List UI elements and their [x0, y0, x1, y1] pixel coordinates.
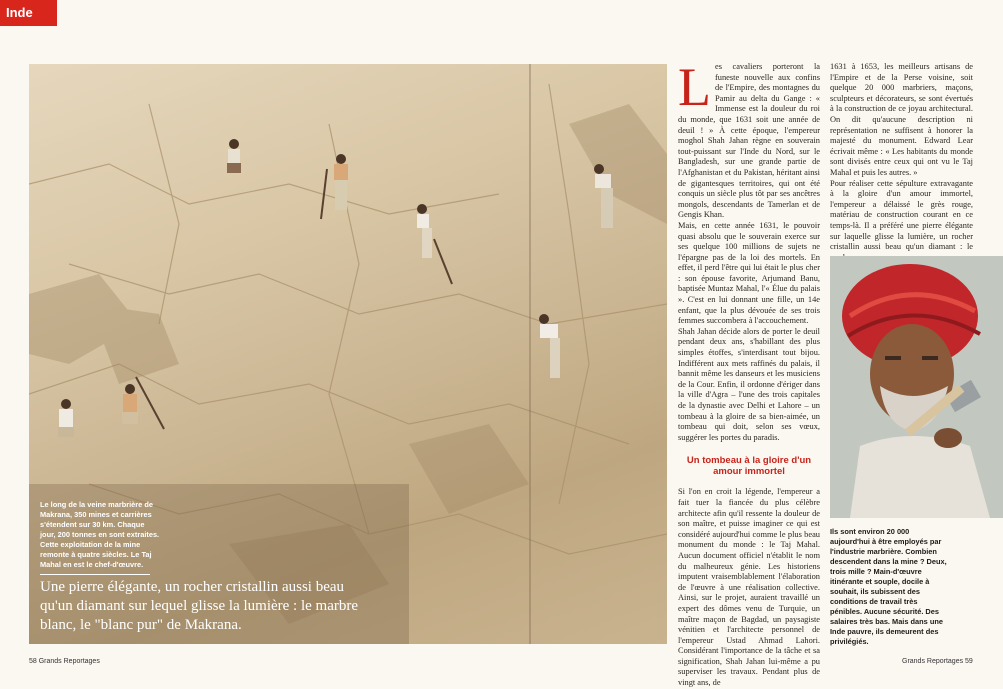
- article-paragraph: Si l'on en croit la légende, l'empereur a fait tuer la fiancée du plus célèbre architecte afin qu'il ressente la douleur de son maître, et puisse imaginer ce qui est considéré aujourd'hui comme le plus beau monument du monde : le Taj Mahal. Aucun document officiel n'établit le nom du malheureux génie. Les historiens imputent vraisemblablement l'élaboration de l'œuvre à une réalisation collective. Ainsi, sur le projet, auraient travaillé un expert des dômes venu de Turquie, un maître maçon de Bagdad, un paysagiste vénitien et l'architecte personnel de l'empereur Ustad Ahmad Lahori. Considérant l'importance de la tâche et sa signification, Shah Jahan lui-même a pu superviser les travaux. Pendant plus de vingt ans, de: [678, 487, 820, 688]
- article-paragraph: es cavaliers porteront la funeste nouvelle aux confins de l'Empire, des montagnes du Pamir au delta du Gange : « Immense est la douleur du roi du monde, que 1631 soit une année de deuil ! » À cette époque, l'empereur moghol Shah Jahan règne en souverain tout-puissant sur l'Inde du Nord, sur le Bangladesh, sur une grande partie de l'Afghanistan et du Pakistan, héritant ainsi de gigantesques territoires, qui ont été conquis un siècle plus tôt par ses ancêtres mongols, descendants de Tamerlan et de Gengis Khan.: [678, 62, 820, 220]
- section-tag: Inde: [0, 0, 57, 26]
- photo-caption: [40, 500, 160, 570]
- article-subheading: Un tombeau à la gloire d'un amour immortel: [686, 455, 812, 478]
- photo-caption-text: Le long de la veine marbrière de Makrana, 350 mines et carrières s'étendent sur 30 km. Chaque jour, 200 tonnes en sont extraites. Cette exploitation de la mine remonte à quatre siècles. Le Taj Mahal en est le chef-d'œuvre.: [40, 500, 160, 569]
- article-paragraph: 1631 à 1653, les meilleurs artisans de l'Empire et de la Perse voisine, soit quelque 20 000 marbriers, maçons, sculpteurs et décorateurs, se sont évertués à la construction de ce joyau architectural. On dit qu'aucune description ni représentation ne suffisent à honorer la majesté du monument. Edward Lear écrivait même : « Les habitants du monde sont divisés entre ceux qui ont vu le Taj Mahal et puis les autres. »: [830, 62, 973, 177]
- article-column-1: [678, 57, 820, 689]
- portrait-caption-text: Ils sont environ 20 000 aujourd'hui à être employés par l'industrie marbrière. Combien descendent dans la mine ? Deux, trois mille ? Main-d'œuvre itinérante et souple, docile à souhait, ils subissent des conditions de travail très pénibles. Aucune sécurité. Des salaires très bas. Mais dans une Inde pauvre, ils demeurent des privilégiés.: [830, 527, 947, 646]
- article-paragraph: Shah Jahan décide alors de porter le deuil pendant deux ans, s'habillant des plus simples étoffes, s'interdisant tout bijou. Indifférent aux mets raffinés du palais, il bannit même les danseurs et les musiciens de la Cour. Enfin, il ordonne d'ériger dans la ville d'Agra – l'une des trois capitales de la dynastie avec Delhi et Lahore – un tombeau à la gloire de sa bien-aimée, un tombeau qui doit, selon ses vœux, suggérer les portes du paradis.: [678, 326, 820, 442]
- article-paragraph: Mais, en cette année 1631, le pouvoir quasi absolu que le souverain exerce sur ses quelque 100 millions de sujets ne l'épargne pas de la loi des mortels. En effet, il perd l'être qui lui était le plus cher : son épouse favorite, Arjumand Banu, baptisée Muntaz Mahal, l'« Élue du palais ». C'est en lui donnant une fille, un 14e enfant, que la plus dévouée de ses trois femmes succombera à l'accouchement.: [678, 220, 820, 326]
- folio-right: Grands Reportages 59: [902, 658, 973, 665]
- caption-divider: [40, 574, 150, 575]
- article-paragraph: Pour réaliser cette sépulture extravagante à la gloire d'un amour immortel, l'empereur a délaissé le grès rouge, matériau de construction courant en ce temps-là. Il a préféré une pierre élégante sur laquelle glisse la lumière, un rocher cristallin aussi beau qu'un diamant : le: [830, 178, 973, 252]
- portrait-illustration: [830, 256, 1003, 518]
- folio-left: 58 Grands Reportages: [29, 658, 100, 665]
- portrait-caption: [830, 527, 948, 647]
- pull-quote: Une pierre élégante, un rocher cristallin aussi beau qu'un diamant sur lequel glisse la lumière : le marbre blanc, le "blanc pur" de Makrana.: [40, 579, 359, 633]
- page-gutter: [529, 64, 531, 644]
- worker-portrait-photo: [830, 256, 1003, 518]
- drop-cap: L: [678, 57, 711, 117]
- article-column-2: [830, 62, 973, 263]
